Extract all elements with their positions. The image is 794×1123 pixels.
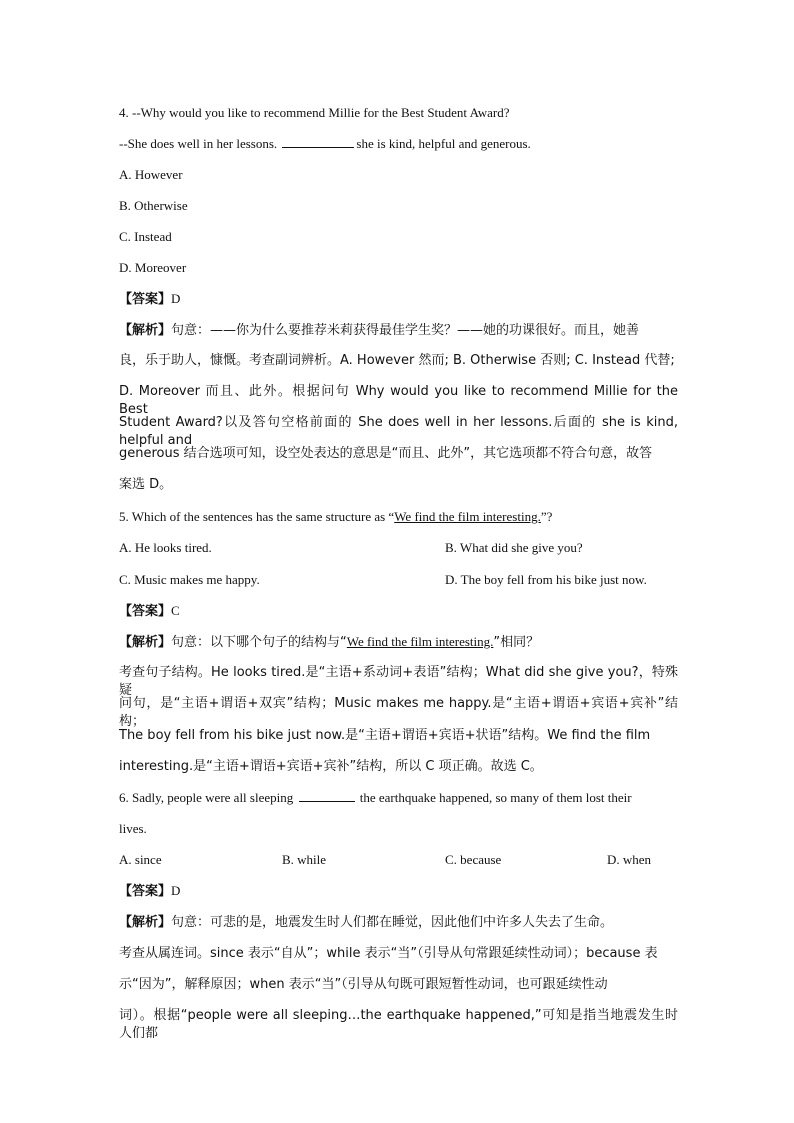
answer-blank [282, 135, 354, 148]
q4-option-d: D. Moreover [119, 260, 187, 275]
analysis-tag: 【解析】 [119, 915, 172, 930]
underlined-sentence: We find the film interesting. [346, 634, 494, 649]
q5-analysis-line: The boy fell from his bike just now.是“主语+谓语+宾语+状语”结构。We find the film [119, 728, 651, 743]
underlined-sentence: We find the film interesting. [394, 509, 541, 524]
q4-analysis-line: 【解析】句意：——你为什么要推荐米莉获得最佳学生奖？——她的功课很好。而且，她善 [119, 323, 640, 338]
q5-analysis-line: 问句，是“主语+谓语+双宾”结构；Music makes me happy.是“主语+谓语+宾语+宾补”结构； [119, 696, 678, 729]
q5-option-b: B. What did she give you? [445, 540, 583, 555]
q6-analysis-line: 考查从属连词。since 表示“自从”；while 表示“当”（引导从句常跟延续性动词）；because 表 [119, 946, 658, 961]
q5-analysis-line: 考查句子结构。He looks tired.是“主语+系动词+表语”结构；What did she give you?，特殊疑 [119, 665, 678, 698]
q6-option-d: D. when [607, 852, 652, 867]
q4-analysis-line: generous 结合选项可知，设空处表达的意思是“而且、此外”，其它选项都不符合句意，故答 [119, 446, 653, 461]
q5-option-a: A. He looks tired. [119, 540, 212, 555]
q6-option-a: A. since [119, 852, 162, 867]
answer-value: C [171, 603, 180, 618]
answer-value: D [171, 291, 181, 306]
q4-answer [119, 290, 678, 309]
q6-option-c: C. because [445, 852, 502, 867]
answer-tag: 【答案】 [119, 604, 172, 619]
q5-stem: 5. Which of the sentences has the same structure as “We find the film interesting.”? [119, 509, 553, 524]
q4-line2-before: --She does well in her lessons. [119, 136, 281, 151]
q4-analysis-line: 案选 D。 [119, 477, 173, 492]
q6-analysis-line: 【解析】句意：可悲的是，地震发生时人们都在睡觉，因此他们中许多人失去了生命。 [119, 915, 614, 930]
q4-stem: 4. --Why would you like to recommend Millie for the Best Student Award? [119, 105, 510, 120]
q6-option-b: B. while [282, 852, 327, 867]
analysis-tag: 【解析】 [119, 323, 172, 338]
q5-option-d: D. The boy fell from his bike just now. [445, 572, 647, 587]
q4-option-a: A. However [119, 167, 183, 182]
answer-blank [299, 789, 355, 802]
q4-analysis-line: 良，乐于助人，慷慨。考查副词辨析。A. However 然而; B. Otherwise 否则; C. Instead 代替; [119, 353, 675, 368]
q5-analysis-line: 【解析】句意：以下哪个句子的结构与“We find the film interesting.”相同？ [119, 634, 540, 650]
analysis-tag: 【解析】 [119, 635, 172, 650]
answer-tag: 【答案】 [119, 884, 172, 899]
q5-answer [119, 602, 678, 621]
q6-answer [119, 882, 678, 901]
q5-analysis-line: interesting.是“主语+谓语+宾语+宾补”结构，所以 C 项正确。故选 C。 [119, 759, 543, 774]
q4-line2 [119, 135, 678, 153]
answer-tag: 【答案】 [119, 292, 172, 307]
q6-stem: 6. Sadly, people were all sleeping the earthquake happened, so many of them lost their [119, 790, 632, 805]
q5-option-c: C. Music makes me happy. [119, 572, 260, 587]
q4-option-b: B. Otherwise [119, 198, 188, 213]
q4-analysis-line: Student Award?以及答句空格前面的 She does well in her lessons.后面的 she is kind, helpful and [119, 415, 678, 448]
q6-stem-line2: lives. [119, 821, 147, 836]
q4-option-c: C. Instead [119, 229, 172, 244]
answer-value: D [171, 883, 181, 898]
q4-line2-after: she is kind, helpful and generous. [356, 136, 531, 151]
q4-analysis-line: D. Moreover 而且、此外。根据问句 Why would you like to recommend Millie for the Best [119, 384, 678, 417]
q6-analysis-line: 词）。根据“people were all sleeping…the earthquake happened,”可知是指当地震发生时人们都 [119, 1008, 678, 1041]
q6-analysis-line: 示“因为”，解释原因；when 表示“当”（引导从句既可跟短暂性动词，也可跟延续性动 [119, 977, 608, 992]
